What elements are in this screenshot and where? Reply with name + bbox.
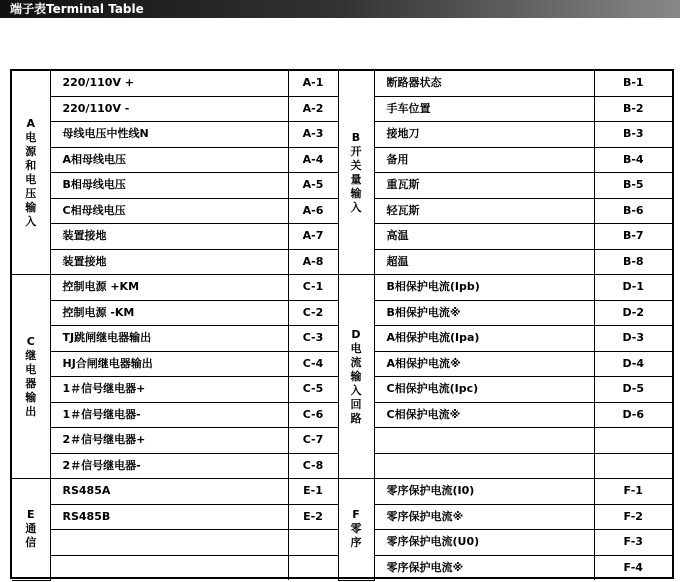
terminal-name	[50, 530, 288, 556]
terminal-name: RS485A	[50, 479, 288, 505]
terminal-code: F-3	[594, 530, 672, 556]
terminal-name: 装置接地	[50, 249, 288, 275]
group-label-char: 输	[25, 390, 37, 404]
group-label-char: 电	[25, 172, 37, 186]
terminal-name: 手车位置	[374, 96, 594, 122]
group-label-char: 流	[350, 355, 362, 369]
terminal-name: C相保护电流※	[374, 402, 594, 428]
terminal-table	[12, 71, 672, 581]
terminal-code: C-5	[288, 377, 338, 403]
group-label-char: D	[351, 327, 361, 341]
terminal-name: A相保护电流※	[374, 351, 594, 377]
terminal-name: C相母线电压	[50, 198, 288, 224]
group-label-char: 和	[25, 158, 37, 172]
terminal-name: HJ合闸继电器输出	[50, 351, 288, 377]
group-label-char: C	[26, 334, 35, 348]
terminal-code: C-1	[288, 275, 338, 301]
group-label-char: 压	[25, 186, 37, 200]
terminal-code: B-7	[594, 224, 672, 250]
terminal-name: 2＃信号继电器-	[50, 453, 288, 479]
terminal-name: 零序保护电流(I0)	[374, 479, 594, 505]
terminal-code: B-8	[594, 249, 672, 275]
terminal-name: A相母线电压	[50, 147, 288, 173]
table-row	[12, 275, 672, 301]
terminal-code: F-1	[594, 479, 672, 505]
terminal-code: A-4	[288, 147, 338, 173]
group-label-char: F	[352, 508, 360, 522]
group-label-char: 信	[25, 536, 37, 550]
terminal-code: F-2	[594, 504, 672, 530]
terminal-code: A-3	[288, 122, 338, 148]
table-row	[12, 479, 672, 505]
terminal-code: E-1	[288, 479, 338, 505]
group-label-char: 输	[25, 200, 37, 214]
terminal-name: 装置接地	[50, 224, 288, 250]
terminal-name: 超温	[374, 249, 594, 275]
terminal-name: 轻瓦斯	[374, 198, 594, 224]
terminal-code: E-2	[288, 504, 338, 530]
group-label-char: E	[26, 508, 35, 522]
group-label-char: 电	[25, 362, 37, 376]
group-label-char: 通	[25, 522, 37, 536]
terminal-code: D-2	[594, 300, 672, 326]
group-label-char: 电	[25, 130, 37, 144]
terminal-name	[374, 428, 594, 454]
terminal-name: 控制电源 -KM	[50, 300, 288, 326]
terminal-code: C-3	[288, 326, 338, 352]
terminal-code	[288, 555, 338, 580]
terminal-code: A-7	[288, 224, 338, 250]
terminal-code: A-2	[288, 96, 338, 122]
group-label-char: 序	[350, 536, 362, 550]
terminal-code: A-6	[288, 198, 338, 224]
terminal-code	[288, 530, 338, 556]
group-label-c	[12, 275, 50, 479]
group-label-char: 关	[350, 158, 362, 172]
group-label-char: 入	[350, 383, 362, 397]
terminal-code: C-8	[288, 453, 338, 479]
terminal-name: 220/110V -	[50, 96, 288, 122]
group-label-char: 入	[25, 214, 37, 228]
terminal-name: 2＃信号继电器+	[50, 428, 288, 454]
terminal-name: A相保护电流(Ipa)	[374, 326, 594, 352]
group-label-char: B	[351, 130, 361, 144]
terminal-name: 零序保护电流※	[374, 504, 594, 530]
terminal-code: B-2	[594, 96, 672, 122]
terminal-code: F-4	[594, 555, 672, 580]
terminal-code	[594, 428, 672, 454]
group-label-char: A	[26, 116, 35, 130]
group-label-a	[12, 71, 50, 275]
group-label-b	[338, 71, 374, 275]
group-label-char: 源	[25, 144, 37, 158]
group-label-char: 出	[25, 404, 37, 418]
terminal-name: 母线电压中性线N	[50, 122, 288, 148]
group-label-d	[338, 275, 374, 479]
terminal-code: A-1	[288, 71, 338, 96]
terminal-code: C-4	[288, 351, 338, 377]
terminal-name: B相母线电压	[50, 173, 288, 199]
group-label-char: 零	[350, 522, 362, 536]
terminal-code: B-3	[594, 122, 672, 148]
terminal-name: 备用	[374, 147, 594, 173]
terminal-name: 重瓦斯	[374, 173, 594, 199]
terminal-code: C-6	[288, 402, 338, 428]
terminal-name: B相保护电流(Ipb)	[374, 275, 594, 301]
group-label-f	[338, 479, 374, 581]
terminal-code: A-5	[288, 173, 338, 199]
group-label-char: 路	[350, 411, 362, 425]
group-label-char: 回	[350, 397, 362, 411]
terminal-name	[374, 453, 594, 479]
terminal-name: 高温	[374, 224, 594, 250]
terminal-code: D-4	[594, 351, 672, 377]
group-label-char: 输	[350, 186, 362, 200]
terminal-name: TJ跳闸继电器输出	[50, 326, 288, 352]
terminal-code: B-5	[594, 173, 672, 199]
terminal-code: D-1	[594, 275, 672, 301]
terminal-name: 控制电源 +KM	[50, 275, 288, 301]
terminal-code: D-5	[594, 377, 672, 403]
terminal-name	[50, 555, 288, 580]
group-label-char: 输	[350, 369, 362, 383]
group-label-char: 器	[25, 376, 37, 390]
terminal-name: 零序保护电流(U0)	[374, 530, 594, 556]
title-bar	[0, 0, 680, 18]
terminal-name: 1＃信号继电器-	[50, 402, 288, 428]
terminal-name: 1＃信号继电器+	[50, 377, 288, 403]
group-label-char: 电	[350, 341, 362, 355]
terminal-code: C-7	[288, 428, 338, 454]
group-label-char: 入	[350, 200, 362, 214]
group-label-e	[12, 479, 50, 581]
group-label-char: 量	[350, 172, 362, 186]
terminal-name: 220/110V +	[50, 71, 288, 96]
group-label-char: 继	[25, 348, 37, 362]
table-row	[12, 71, 672, 96]
terminal-code: B-4	[594, 147, 672, 173]
terminal-name: 零序保护电流※	[374, 555, 594, 580]
terminal-code: B-1	[594, 71, 672, 96]
terminal-code: D-3	[594, 326, 672, 352]
terminal-code: B-6	[594, 198, 672, 224]
terminal-name: 断路器状态	[374, 71, 594, 96]
page-title: 端子表Terminal Table	[10, 2, 144, 16]
terminal-name: 接地刀	[374, 122, 594, 148]
terminal-name: B相保护电流※	[374, 300, 594, 326]
group-label-char: 开	[350, 144, 362, 158]
terminal-code: A-8	[288, 249, 338, 275]
terminal-name: RS485B	[50, 504, 288, 530]
terminal-code: C-2	[288, 300, 338, 326]
terminal-name: C相保护电流(Ipc)	[374, 377, 594, 403]
terminal-code: D-6	[594, 402, 672, 428]
terminal-code	[594, 453, 672, 479]
